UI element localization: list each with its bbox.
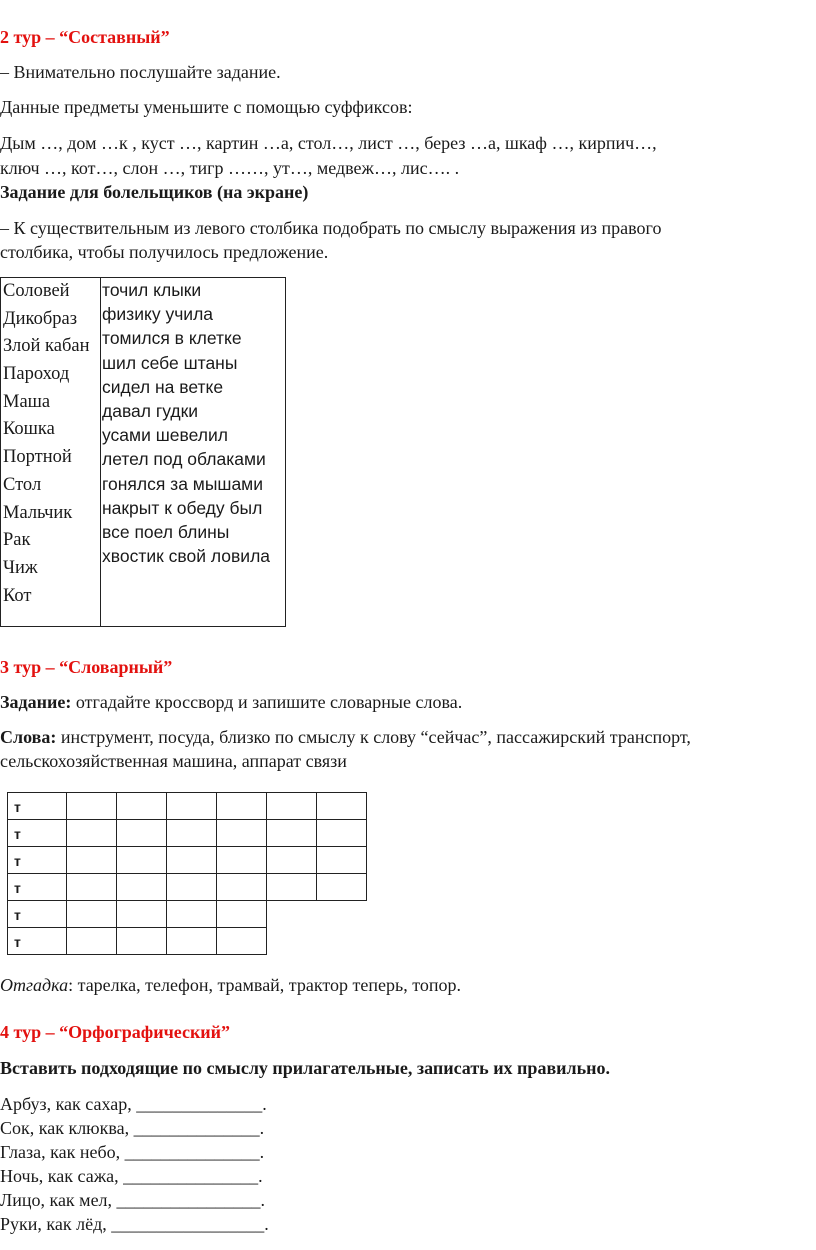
list-item: Мальчик (3, 502, 73, 523)
crossword-cell (316, 846, 367, 874)
crossword-cell (166, 873, 217, 901)
list-item: летел под облаками (102, 449, 266, 470)
list-item: Дикобраз (3, 308, 77, 329)
crossword-cell (116, 819, 167, 847)
crossword-cell (166, 846, 217, 874)
list-item: томился в клетке (102, 328, 242, 349)
fans-heading: Задание для болельщиков (на экране) (0, 182, 309, 202)
list-item: Соловей (3, 281, 70, 301)
table-divider (100, 278, 101, 626)
tour3-words (0, 727, 691, 748)
tour3-task (0, 692, 462, 713)
list-item: Стол (3, 474, 42, 495)
crossword-cell (166, 927, 217, 955)
list-item: гонялся за мышами (102, 473, 263, 494)
right-column (102, 278, 270, 568)
crossword-cell (216, 792, 267, 820)
crossword-cell (316, 819, 367, 847)
crossword-cell (116, 846, 167, 874)
crossword-letter-cell: т (7, 927, 67, 955)
crossword-cell (66, 873, 117, 901)
tour3-answer (0, 975, 461, 996)
tour4-line: Арбуз, как сахар, ______________. (0, 1094, 267, 1114)
list-item: Рак (3, 530, 31, 551)
list-item: шил себе штаны (102, 352, 238, 373)
tour2-heading: 2 тур – “Составный” (0, 27, 170, 47)
crossword-cell (216, 900, 267, 928)
list-item: накрыт к обеду был (102, 497, 263, 518)
answer-text: : тарелка, телефон, трамвай, трактор теперь, топор. (68, 975, 461, 995)
words-label: Слова: (0, 727, 57, 747)
tour3-words-line2: сельскохозяйственная машина, аппарат связи (0, 751, 347, 771)
tour4-line: Ночь, как сажа, _______________. (0, 1166, 263, 1186)
list-item: сидел на ветке (102, 376, 224, 397)
task-text: отгадайте кроссворд и запишите словарные слова. (71, 692, 463, 712)
crossword-cell (66, 846, 117, 874)
words-text: инструмент, посуда, близко по смыслу к слову “сейчас”, пассажирский транспорт, (56, 727, 691, 747)
crossword-cell (316, 873, 367, 901)
list-item: Маша (3, 391, 51, 412)
tour2-instruction: – Внимательно послушайте задание. (0, 62, 281, 82)
crossword-letter-cell: т (7, 819, 67, 847)
list-item: Злой кабан (3, 336, 90, 357)
tour4-heading: 4 тур – “Орфографический” (0, 1022, 231, 1042)
crossword-cell (266, 873, 317, 901)
tour2-words-line2: ключ …, кот…, слон …, тигр ……, ут…, медвеж…, лис…. . (0, 158, 460, 178)
crossword-cell (66, 819, 117, 847)
left-column (3, 278, 89, 610)
list-item: усами шевелил (102, 425, 228, 446)
tour4-task: Вставить подходящие по смыслу прилагательные, записать их правильно. (0, 1058, 611, 1078)
crossword-cell (116, 900, 167, 928)
tour4-line: Глаза, как небо, _______________. (0, 1142, 265, 1162)
crossword-letter-cell: т (7, 846, 67, 874)
fans-task-line2: столбика, чтобы получилось предложение. (0, 242, 329, 262)
tour4-line: Лицо, как мел, ________________. (0, 1190, 266, 1210)
matching-table (0, 277, 286, 627)
list-item: физику учила (102, 304, 214, 325)
list-item: хвостик свой ловила (102, 546, 271, 567)
crossword-cell (116, 792, 167, 820)
crossword-letter-cell: т (7, 792, 67, 820)
crossword-cell (216, 819, 267, 847)
crossword-cell (266, 819, 317, 847)
tour2-words-line1: Дым …, дом …к , куст …, картин …а, стол…, лист …, берез …а, шкаф …, кирпич…, (0, 133, 657, 153)
fans-task-line1: – К существительным из левого столбика подобрать по смыслу выражения из правого (0, 218, 662, 238)
crossword-cell (116, 873, 167, 901)
list-item: все поел блины (102, 521, 230, 542)
crossword-cell (166, 900, 217, 928)
crossword-cell (116, 927, 167, 955)
tour2-task: Данные предметы уменьшите с помощью суффиксов: (0, 97, 413, 117)
crossword-cell (266, 846, 317, 874)
crossword-letter-cell: т (7, 900, 67, 928)
crossword-cell (66, 927, 117, 955)
list-item: точил клыки (102, 280, 202, 300)
tour3-heading: 3 тур – “Словарный” (0, 657, 173, 677)
list-item: Кошка (3, 419, 55, 440)
list-item: давал гудки (102, 400, 199, 421)
crossword-cell (166, 819, 217, 847)
crossword-cell (266, 792, 317, 820)
crossword-cell (66, 900, 117, 928)
crossword-cell (166, 792, 217, 820)
crossword-cell (216, 873, 267, 901)
crossword-cell (316, 792, 367, 820)
list-item: Пароход (3, 364, 70, 385)
task-label: Задание: (0, 692, 72, 712)
tour4-line: Руки, как лёд, _________________. (0, 1214, 269, 1234)
list-item: Портной (3, 447, 72, 468)
crossword-cell (66, 792, 117, 820)
crossword-cell (216, 846, 267, 874)
crossword-letter-cell: т (7, 873, 67, 901)
crossword-cell (216, 927, 267, 955)
list-item: Чиж (3, 557, 38, 578)
list-item: Кот (3, 585, 32, 606)
answer-label: Отгадка (0, 975, 69, 995)
tour4-line: Сок, как клюква, ______________. (0, 1118, 265, 1138)
